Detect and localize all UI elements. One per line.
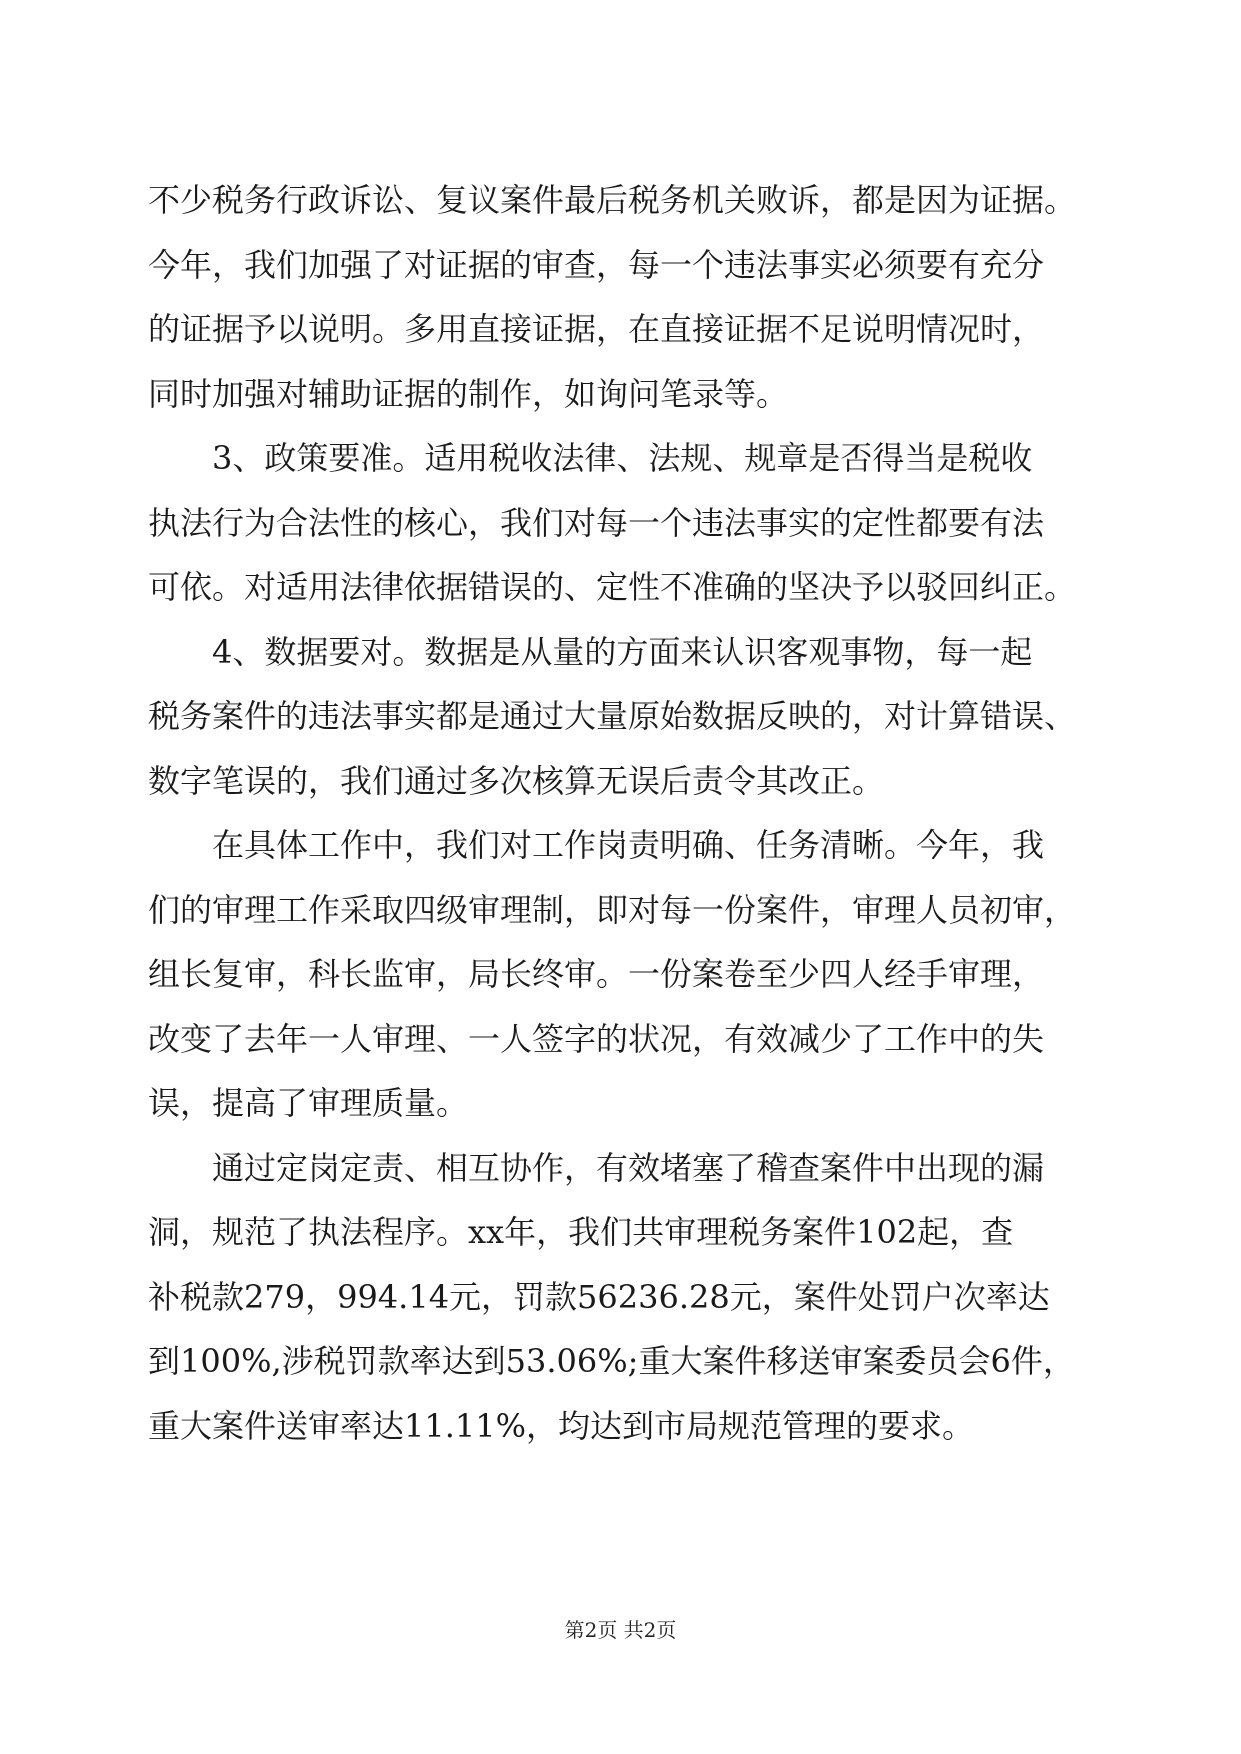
- text-line: 改变了去年一人审理、一人签字的状况，有效减少了工作中的失: [148, 1019, 1045, 1058]
- text-line: 到100%,涉税罚款率达到53.06%;重大案件移送审案委员会6件，: [148, 1342, 1075, 1380]
- text-line: 组长复审，科长监审，局长终审。一份案卷至少四人经手审理，: [148, 955, 1045, 993]
- text-line: 3、政策要准。适用税收法律、法规、规章是否得当是税收: [212, 439, 1033, 477]
- paragraph-results: [148, 1136, 1093, 1459]
- text-line: 同时加强对辅助证据的制作，如询问笔录等。: [148, 374, 789, 413]
- paragraph-data: [148, 620, 1093, 814]
- text-line: 4、数据要对。数据是从量的方面来认识客观事物，每一起: [212, 632, 1033, 671]
- text-line: 在具体工作中，我们对工作岗责明确、任务清晰。今年，我: [212, 826, 1045, 864]
- text-line: 通过定岗定责、相互协作，有效堵塞了稽查案件中出现的漏: [212, 1148, 1045, 1187]
- document-body: [148, 168, 1093, 1458]
- paragraph-workflow: [148, 813, 1093, 1136]
- text-line: 执法行为合法性的核心，我们对每一个违法事实的定性都要有法: [148, 503, 1045, 542]
- text-line: 的证据予以说明。多用直接证据，在直接证据不足说明情况时，: [148, 310, 1045, 348]
- text-line: 误，提高了审理质量。: [148, 1084, 469, 1122]
- text-line: 今年，我们加强了对证据的审查，每一个违法事实必须要有充分: [148, 245, 1045, 284]
- text-line: 们的审理工作采取四级审理制，即对每一份案件，审理人员初审，: [148, 890, 1077, 929]
- paragraph-policy: [148, 426, 1093, 620]
- text-line: 不少税务行政诉讼、复议案件最后税务机关败诉，都是因为证据。: [148, 181, 1077, 219]
- text-line: 税务案件的违法事实都是通过大量原始数据反映的，对计算错误、: [148, 697, 1077, 735]
- page-number-footer: 第2页 共2页: [564, 1618, 677, 1642]
- text-line: 补税款279，994.14元，罚款56236.28元，案件处罚户次率达: [148, 1277, 1050, 1316]
- text-line: 数字笔误的，我们通过多次核算无误后责令其改正。: [148, 761, 885, 800]
- text-line: 可依。对适用法律依据错误的、定性不准确的坚决予以驳回纠正。: [148, 568, 1077, 606]
- paragraph: [148, 168, 1093, 426]
- text-line: 重大案件送审率达11.11%，均达到市局规范管理的要求。: [148, 1406, 975, 1445]
- text-line: 洞，规范了执法程序。xx年，我们共审理税务案件102起，查: [148, 1213, 1014, 1251]
